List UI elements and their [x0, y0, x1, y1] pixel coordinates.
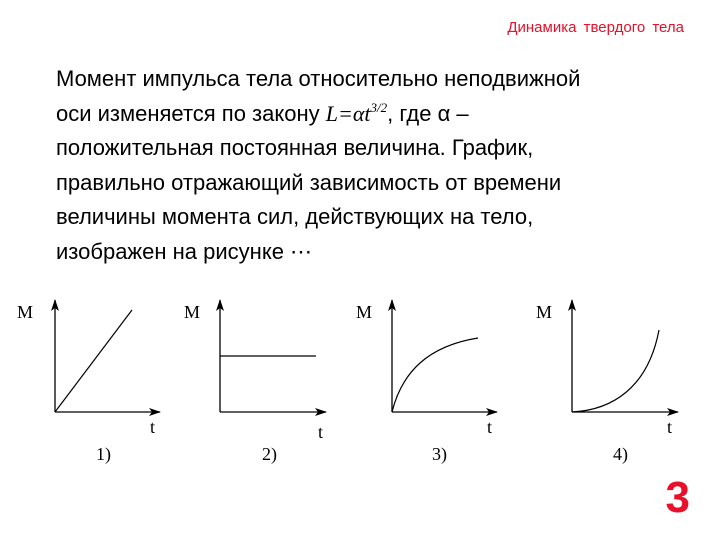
graph-4-x-label: t	[667, 417, 673, 437]
graph-2	[184, 300, 326, 465]
problem-line-2-end: , где α –	[387, 100, 469, 126]
graph-3-curve	[392, 338, 478, 412]
graph-1-caption: 1)	[96, 444, 111, 464]
graph-4-caption: 4)	[613, 444, 628, 464]
answer-graphs	[0, 290, 720, 480]
problem-line-1: Момент импульса тела относительно неподвижной	[56, 66, 581, 91]
formula-main: L=αt	[325, 100, 371, 126]
problem-line-4: правильно отражающий зависимость от времени	[56, 169, 562, 195]
formula	[326, 101, 387, 126]
topic-title: Динамика твердого тела	[507, 19, 684, 36]
graph-3-x-label: t	[487, 417, 493, 437]
graph-2-y-label: M	[184, 302, 201, 322]
problem-line-6: изображен на рисунке ⋯	[56, 238, 313, 264]
problem-text	[56, 62, 676, 269]
problem-line-3: положительная постоянная величина. График,	[56, 135, 534, 160]
graph-2-caption: 2)	[262, 444, 277, 464]
graph-3-caption: 3)	[432, 444, 447, 464]
graph-1-x-label: t	[150, 417, 156, 437]
graph-1-y-label: M	[17, 302, 34, 322]
slide-number: 3	[665, 473, 690, 522]
graph-1	[17, 300, 160, 465]
graph-1-curve	[55, 310, 132, 412]
graph-2-x-label: t	[318, 422, 324, 442]
problem-line-5: величины момента сил, действующих на тело,	[56, 204, 534, 229]
graph-3	[356, 300, 497, 465]
graph-4-y-label: M	[536, 302, 553, 322]
problem-line-2	[56, 97, 676, 132]
graph-4	[536, 300, 678, 465]
formula-exponent: 3/2	[370, 99, 388, 115]
graph-4-curve	[572, 330, 659, 412]
problem-line-2-start: оси изменяется по закону	[56, 100, 326, 126]
graph-3-y-label: M	[356, 302, 373, 322]
